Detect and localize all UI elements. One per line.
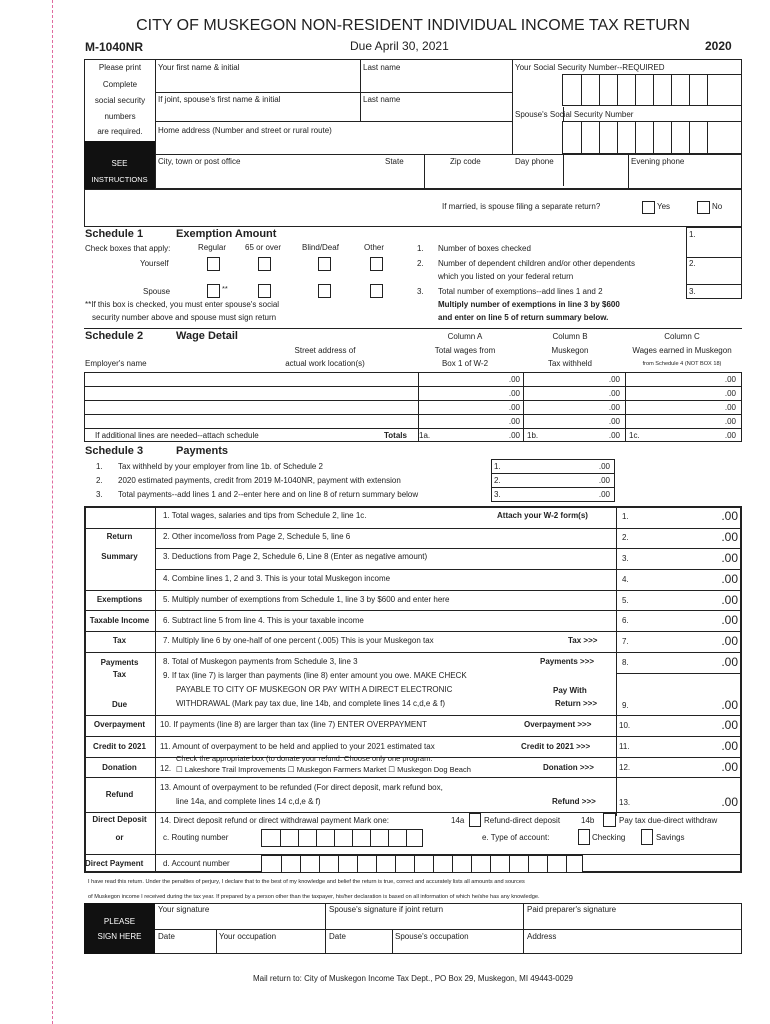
spouse-other-checkbox[interactable]	[370, 284, 383, 298]
refund-arrow: Refund >>>	[552, 797, 596, 806]
donation-arrow: Donation >>>	[543, 763, 594, 772]
s1-ref-2: 2.	[689, 259, 696, 268]
amount-1[interactable]: .00	[721, 509, 738, 523]
divider	[155, 548, 742, 549]
instructions-label: INSTRUCTIONS	[91, 175, 148, 184]
amount-13[interactable]: .00	[721, 795, 738, 809]
ref-3: 3.	[622, 554, 629, 563]
routing-label: c. Routing number	[163, 833, 229, 842]
date2-label: Date	[329, 932, 346, 941]
overpayment-arrow: Overpayment >>>	[524, 720, 592, 729]
spouse-note-2: security number above and spouse must sign return	[92, 313, 277, 322]
schedule2-title: Schedule 2	[85, 330, 144, 342]
s3-line1-num: 1.	[96, 462, 103, 471]
paytax-checkbox[interactable]	[603, 813, 616, 827]
pay-with: Pay With	[553, 686, 587, 695]
amount-10[interactable]: .00	[721, 718, 738, 732]
no-label: No	[712, 202, 723, 211]
due-label: Due	[111, 700, 128, 709]
divider	[84, 715, 742, 716]
total-1a-label: 1a.	[419, 431, 431, 440]
or-label: or	[115, 833, 124, 842]
divider	[491, 473, 615, 474]
s1-line2-text: Number of dependent children and/or other dependents	[438, 259, 636, 268]
date-label: Date	[158, 932, 175, 941]
divider	[512, 59, 513, 154]
left-label-2: Complete	[102, 80, 138, 89]
ssn-field[interactable]	[562, 74, 741, 106]
amount-7[interactable]: .00	[721, 634, 738, 648]
tax-arrow: Tax >>>	[568, 636, 598, 645]
ref-11: 11.	[619, 742, 630, 751]
total-1b-label: 1b.	[527, 431, 539, 440]
checking-label: Checking	[592, 833, 626, 842]
credit-label: Credit to 2021	[93, 742, 146, 751]
tax2-label: Tax	[112, 670, 127, 679]
colB-1: Column B	[552, 332, 588, 341]
sum-line3: 3. Deductions from Page 2, Schedule 6, Line 8 (Enter as negative amount)	[163, 552, 428, 561]
perforation-line	[52, 0, 53, 1024]
checking-checkbox[interactable]	[578, 829, 590, 845]
wage-b-3[interactable]: .00	[608, 403, 620, 412]
s1-line3-num: 3.	[417, 287, 424, 296]
amount-4[interactable]: .00	[721, 572, 738, 586]
sum-line2: 2. Other income/loss from Page 2, Schedule 5, line 6	[163, 532, 351, 541]
divider	[84, 812, 742, 813]
col-regular: Regular	[198, 243, 227, 252]
s3-ref-1: 1.	[494, 462, 501, 471]
employer-label: Employer's name	[85, 359, 147, 368]
yourself-blind-checkbox[interactable]	[318, 257, 331, 271]
spouse-first-label: If joint, spouse's first name & initial	[158, 95, 281, 104]
direct-deposit-label: Direct Deposit	[92, 815, 147, 824]
schedule3-subtitle: Payments	[176, 445, 228, 457]
zip-label: Zip code	[450, 157, 481, 166]
divider	[155, 929, 742, 930]
left-label-3: social security	[94, 96, 146, 105]
left-label-5: are required.	[97, 127, 143, 136]
sum-line9a: 9. If tax (line 7) is larger than payments (line 8) enter amount you owe. MAKE CHECK	[163, 671, 467, 680]
separate-question: If married, is spouse filing a separate return?	[442, 202, 601, 211]
first-name-label: Your first name & initial	[158, 63, 240, 72]
evening-phone-label: Evening phone	[631, 157, 685, 166]
wage-c-1[interactable]: .00	[724, 375, 736, 384]
preparer-address-label: Address	[527, 932, 557, 941]
wage-b-1[interactable]: .00	[608, 375, 620, 384]
divider	[84, 414, 742, 415]
divider	[84, 590, 742, 591]
divider	[325, 903, 326, 954]
total-1c[interactable]: .00	[724, 431, 736, 440]
amount-6[interactable]: .00	[721, 613, 738, 627]
col-blind: Blind/Deaf	[302, 243, 339, 252]
please-label: PLEASE	[103, 917, 136, 926]
perjury-text-2: of Muskegon income I received during the tax year. If prepared by a person other than the taxpayer, his/her declaration is based on all information of which he/she has any knowledge.	[88, 894, 540, 900]
line14a-label: 14a	[451, 816, 465, 825]
exemptions-label: Exemptions	[96, 595, 143, 604]
sum-line8: 8. Total of Muskegon payments from Schedule 3, line 3	[163, 657, 358, 666]
divider	[616, 673, 742, 674]
refund-dd-checkbox[interactable]	[469, 813, 481, 827]
divider	[84, 631, 742, 632]
s1-line2-num: 2.	[417, 259, 424, 268]
ref-12: 12.	[619, 763, 631, 772]
amount-8[interactable]: .00	[721, 655, 738, 669]
left-label-4: numbers	[104, 112, 136, 121]
wage-c-2[interactable]: .00	[724, 389, 736, 398]
savings-label: Savings	[656, 833, 685, 842]
colA-1: Column A	[447, 332, 483, 341]
s1-line1-num: 1.	[417, 244, 424, 253]
s3-ref-3: 3.	[494, 490, 501, 499]
divider	[84, 610, 742, 611]
left-label-1: Please print	[98, 63, 142, 72]
street-label-2: actual work location(s)	[285, 359, 365, 368]
s1-line2-text-b: which you listed on your federal return	[438, 272, 574, 281]
divider	[616, 506, 617, 816]
spouse-signature-label: Spouse's signature if joint return	[329, 905, 444, 914]
see-label: SEE	[111, 159, 128, 168]
amount-11[interactable]: .00	[721, 739, 738, 753]
schedule1-subtitle: Exemption Amount	[176, 228, 277, 240]
spouse-signature-field[interactable]	[326, 915, 522, 928]
wage-c-3[interactable]: .00	[724, 403, 736, 412]
no-checkbox[interactable]	[697, 201, 710, 214]
return-arrow: Return >>>	[555, 699, 598, 708]
spouse-occupation-label: Spouse's occupation	[395, 932, 469, 941]
colC-2: Wages earned in Muskegon	[632, 346, 732, 355]
amount-3[interactable]: .00	[721, 551, 738, 565]
your-signature-field[interactable]	[156, 915, 324, 928]
ref-6: 6.	[622, 616, 629, 625]
s1-ref-3: 3.	[689, 287, 696, 296]
s1-ref-1: 1.	[689, 230, 696, 239]
amount-5[interactable]: .00	[721, 593, 738, 607]
sum-line14: 14. Direct deposit refund or direct withdrawal payment Mark one:	[160, 816, 389, 825]
ref-9: 9.	[622, 701, 629, 710]
s1-line3-text: Total number of exemptions--add lines 1 and 2	[438, 287, 603, 296]
spouse-ssn-field[interactable]	[562, 121, 741, 154]
line14b-label: 14b	[581, 816, 595, 825]
sum-line1: 1. Total wages, salaries and tips from Schedule 2, line 1c.	[163, 511, 367, 520]
wage-b-4[interactable]: .00	[608, 417, 620, 426]
ssn-label: Your Social Security Number--REQUIRED	[515, 63, 665, 72]
summary-label: Summary	[101, 552, 138, 561]
schedule2-subtitle: Wage Detail	[176, 330, 238, 342]
sum-line4: 4. Combine lines 1, 2 and 3. This is your total Muskegon income	[163, 574, 391, 583]
colB-3: Tax withheld	[547, 359, 593, 368]
sum-line5: 5. Multiply number of exemptions from Schedule 1, line 3 by $600 and enter here	[163, 595, 450, 604]
last-name-field[interactable]	[361, 74, 511, 92]
spouse-regular-checkbox[interactable]	[207, 284, 220, 298]
refund-label: Refund	[105, 790, 134, 799]
total-1b[interactable]: .00	[608, 431, 620, 440]
divider	[155, 121, 512, 122]
ref-5: 5.	[622, 596, 629, 605]
payments-label: Payments	[100, 658, 139, 667]
city-field[interactable]	[156, 168, 741, 188]
tax-label: Tax	[112, 636, 127, 645]
spouse-name-field[interactable]	[156, 106, 511, 120]
sum-line6: 6. Subtract line 5 from line 4. This is your taxable income	[163, 616, 364, 625]
divider	[625, 372, 626, 442]
wage-b-2[interactable]: .00	[608, 389, 620, 398]
divider	[84, 328, 742, 329]
ref-10: 10.	[619, 721, 631, 730]
routing-field[interactable]	[261, 829, 423, 847]
wage-c-4[interactable]: .00	[724, 417, 736, 426]
yourself-other-checkbox[interactable]	[370, 257, 383, 271]
spouse-ssn-label: Spouse's Social Security Number	[515, 110, 634, 119]
day-phone-label: Day phone	[515, 157, 554, 166]
taxable-label: Taxable Income	[89, 616, 150, 625]
ref-8: 8.	[622, 658, 629, 667]
divider	[155, 569, 742, 570]
sum-line9c: WITHDRAWAL (Mark pay tax due, line 14b, and complete lines 14 c,d,e & f)	[176, 699, 445, 708]
s3-val-1[interactable]: .00	[598, 462, 610, 471]
additional-lines-note: If additional lines are needed--attach schedule	[95, 431, 259, 440]
first-name-field[interactable]	[156, 74, 360, 92]
mail-address: Mail return to: City of Muskegon Income Tax Dept., PO Box 29, Muskegon, MI 49443-0029	[252, 974, 573, 983]
account-type-label: e. Type of account:	[482, 833, 550, 842]
divider	[392, 929, 393, 954]
colA-2: Total wages from	[434, 346, 496, 355]
refund-dd-label: Refund-direct deposit	[484, 816, 561, 825]
sum-line12-num: 12.	[160, 764, 172, 773]
divider	[686, 284, 742, 285]
credit-arrow: Credit to 2021 >>>	[521, 742, 591, 751]
due-date: Due April 30, 2021	[350, 39, 449, 53]
sign-here-label: SIGN HERE	[97, 932, 142, 941]
divider	[155, 154, 742, 155]
s1-enter-note: and enter on line 5 of return summary below.	[438, 313, 609, 322]
s3-line3-num: 3.	[96, 490, 103, 499]
colA-3: Box 1 of W-2	[441, 359, 489, 368]
yes-checkbox[interactable]	[642, 201, 655, 214]
spouse-last-label: Last name	[363, 95, 401, 104]
spouse-blind-checkbox[interactable]	[318, 284, 331, 298]
preparer-signature-label: Paid preparer's signature	[527, 905, 617, 914]
address-field[interactable]	[156, 137, 511, 153]
divider	[523, 903, 524, 954]
s3-val-3[interactable]: .00	[598, 490, 610, 499]
street-label-1: Street address of	[294, 346, 356, 355]
sum-line12a: Check the appropriate box (to donate your refund. Choose only one program.	[176, 754, 433, 763]
total-1c-label: 1c.	[629, 431, 640, 440]
last-name-label: Last name	[363, 63, 401, 72]
form-title: CITY OF MUSKEGON NON-RESIDENT INDIVIDUAL INCOME TAX RETURN	[136, 17, 690, 34]
perjury-text-1: I have read this return. Under the penalties of perjury, I declare that to the best of my knowledge and belief the return is true, correct and accurately lists all amounts and sources	[88, 879, 525, 885]
payments-arrow: Payments >>>	[540, 657, 595, 666]
divider	[84, 428, 742, 429]
s1-line1-text: Number of boxes checked	[438, 244, 531, 253]
ref-2: 2.	[622, 533, 629, 542]
col-65: 65 or over	[245, 243, 282, 252]
yes-label: Yes	[657, 202, 671, 211]
total-1a[interactable]: .00	[508, 431, 520, 440]
wage-a-2[interactable]: .00	[508, 389, 520, 398]
colC-3: from Schedule 4 (NOT BOX 18)	[642, 361, 722, 367]
sum-line13a: 13. Amount of overpayment to be refunded (For direct deposit, mark refund box,	[160, 783, 443, 792]
s3-line3-text: Total payments--add lines 1 and 2--enter here and on line 8 of return summary below	[118, 490, 419, 499]
spouse-label: Spouse	[143, 287, 171, 296]
spouse-note-1: **If this box is checked, you must enter spouse's social	[85, 300, 280, 309]
your-signature-label: Your signature	[158, 905, 210, 914]
colB-2: Muskegon	[551, 346, 589, 355]
divider	[155, 506, 156, 873]
donation-options[interactable]: ☐ Lakeshore Trail Improvements ☐ Muskegon Farmers Market ☐ Muskegon Dog Beach	[176, 765, 471, 774]
sum-line10: 10. If payments (line 8) are larger than tax (line 7) ENTER OVERPAYMENT	[160, 720, 427, 729]
amount-9[interactable]: .00	[721, 698, 738, 712]
schedule1-title: Schedule 1	[85, 228, 144, 240]
ref-1: 1.	[622, 512, 629, 521]
divider	[84, 777, 742, 778]
divider	[84, 528, 742, 529]
address-label: Home address (Number and street or rural route)	[158, 126, 332, 135]
overpayment-label: Overpayment	[93, 720, 146, 729]
s3-ref-2: 2.	[494, 476, 501, 485]
spouse-star: **	[222, 284, 228, 293]
s3-val-2[interactable]: .00	[598, 476, 610, 485]
divider	[155, 92, 512, 93]
sum-line11: 11. Amount of overpayment to be held and applied to your 2021 estimated tax	[160, 742, 435, 751]
s1-multiply-note: Multiply number of exemptions in line 3 by $600	[438, 300, 620, 309]
sum-line7: 7. Multiply line 6 by one-half of one percent (.005) This is your Muskegon tax	[163, 636, 434, 645]
amount-2[interactable]: .00	[721, 530, 738, 544]
spouse-65-checkbox[interactable]	[258, 284, 271, 298]
state-label: State	[385, 157, 404, 166]
sum-line13b: line 14a, and complete lines 14 c,d,e & f)	[176, 797, 321, 806]
return-label: Return	[106, 532, 133, 541]
s3-line2-num: 2.	[96, 476, 103, 485]
ref-13: 13.	[619, 798, 631, 807]
city-label: City, town or post office	[158, 157, 241, 166]
wage-a-1[interactable]: .00	[508, 375, 520, 384]
form-id: M-1040NR	[85, 40, 144, 54]
s3-line2-text: 2020 estimated payments, credit from 2019 M-1040NR, payment with extension	[118, 476, 401, 485]
direct-payment-label: Direct Payment	[85, 859, 144, 868]
sum-line9b: PAYABLE TO CITY OF MUSKEGON OR PAY WITH A DIRECT ELECTRONIC	[176, 685, 453, 694]
paytax-label: Pay tax due-direct withdraw	[619, 816, 718, 825]
preparer-signature-field[interactable]	[524, 915, 741, 928]
yourself-regular-checkbox[interactable]	[207, 257, 220, 271]
amount-12[interactable]: .00	[721, 760, 738, 774]
account-label: d. Account number	[163, 859, 230, 868]
divider	[686, 257, 742, 258]
col-other: Other	[364, 243, 385, 252]
schedule3-title: Schedule 3	[85, 445, 144, 457]
wage-a-4[interactable]: .00	[508, 417, 520, 426]
colC-1: Column C	[664, 332, 700, 341]
yourself-label: Yourself	[140, 259, 169, 268]
wage-a-3[interactable]: .00	[508, 403, 520, 412]
occupation-label: Your occupation	[219, 932, 277, 941]
ref-4: 4.	[622, 575, 629, 584]
yourself-65-checkbox[interactable]	[258, 257, 271, 271]
divider	[216, 929, 217, 954]
totals-label: Totals	[384, 431, 407, 440]
tax-year: 2020	[705, 39, 732, 53]
divider	[84, 400, 742, 401]
savings-checkbox[interactable]	[641, 829, 653, 845]
sign-here-block	[84, 903, 155, 954]
divider	[84, 386, 742, 387]
divider	[523, 372, 524, 442]
account-field[interactable]	[261, 855, 583, 873]
ref-7: 7.	[622, 637, 629, 646]
s3-line1-text: Tax withheld by your employer from line 1b. of Schedule 2	[118, 462, 323, 471]
attach-w2: Attach your W-2 form(s)	[497, 511, 588, 520]
check-boxes-label: Check boxes that apply:	[85, 244, 171, 253]
divider	[84, 652, 742, 653]
divider	[491, 487, 615, 488]
donation-label: Donation	[102, 763, 137, 772]
divider	[84, 736, 742, 737]
